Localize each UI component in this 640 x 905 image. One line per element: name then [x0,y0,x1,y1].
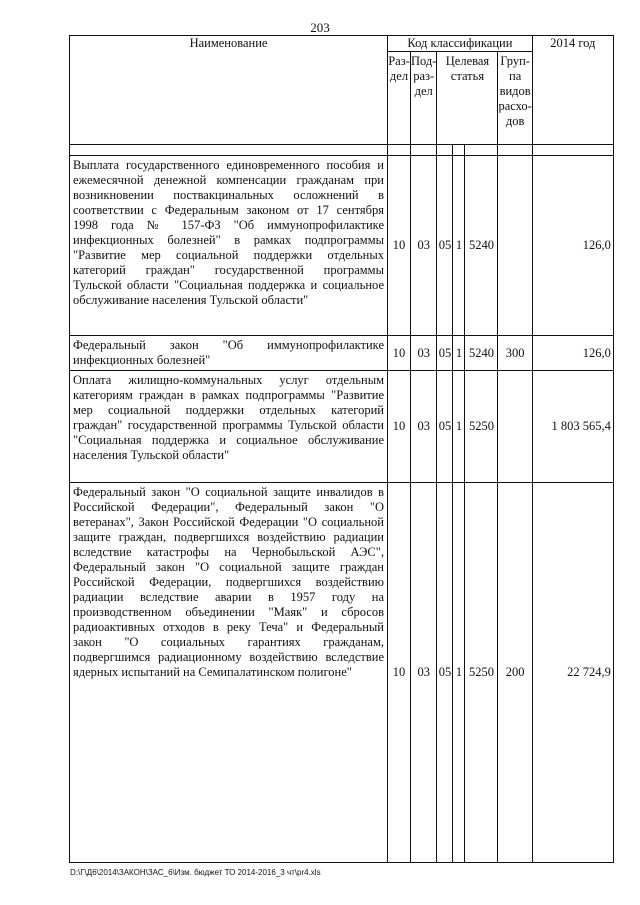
row-name: Выплата государственного единовременного пособия и ежемесячной денежной компенсации гражданам при возникновении поствакцинальных осложнений в соответствии с Федеральным законом от 17 сентября 1998 года № 157-ФЗ "Об иммунопрофилактике инфекционных болезней" в рамках подпрограммы "Развитие мер социальной поддержки отдельных категорий граждан" государственной программы Тульской области "Социальная поддержка и социальное обслуживание населения Тульской области" [70,156,388,336]
row-razdel: 10 [388,156,411,336]
row-name: Федеральный закон "Об иммунопрофилактике инфекционных болезней" [70,336,388,371]
row-cs-subprogram: 1 [453,483,465,863]
row-razdel: 10 [388,371,411,483]
col-header-name: Наименование [70,36,388,145]
table-row [70,156,614,336]
page-number: 203 [310,20,330,35]
row-amount: 126,0 [532,336,613,371]
file-path-footer: D:\Г\Д6\2014\ЗАКОН\ЗАС_6\Изм. бюджет ТО 2014-2016_3 чт\pr4.xls [70,868,321,877]
row-cs-direction: 5240 [465,156,498,336]
row-cs-direction: 5250 [465,371,498,483]
table-row [70,371,614,483]
header-row-1 [70,36,614,52]
row-name: Оплата жилищно-коммунальных услуг отдельным категориям граждан в рамках подпрограммы "Развитие мер социальной поддержки отдельных категорий граждан" государственной программы Тульской области "Социальная поддержка и социальное обслуживание населения Тульской области" [70,371,388,483]
row-cs-direction: 5240 [465,336,498,371]
budget-table [69,35,614,863]
row-cs-subprogram: 1 [453,371,465,483]
row-amount: 1 803 565,4 [532,371,613,483]
row-amount: 22 724,9 [532,483,613,863]
row-vid: 300 [498,336,532,371]
col-header-year: 2014 год [532,36,613,145]
row-podrazdel: 03 [411,336,437,371]
row-razdel: 10 [388,336,411,371]
row-vid [498,156,532,336]
row-razdel: 10 [388,483,411,863]
row-podrazdel: 03 [411,483,437,863]
row-cs-program: 05 [437,483,453,863]
row-name: Федеральный закон "О социальной защите инвалидов в Российской Федерации", Федеральный закон "О ветеранах", Закон Российской Федерации "О социальной защите граждан, подвергшихся воздействию радиации вследствие катастрофы на Чернобыльской АЭС", Федеральный закон "О социальной защите граждан Российской Федерации, подвергшихся воздействию радиации вследствие аварии в 1957 году на производственном объединении "Маяк" и сбросов радиоактивных отходов в реку Теча" и Федеральный закон "О социальных гарантиях гражданам, подвергшимся радиационному воздействию вследствие ядерных испытаний на Семипалатинском полигоне" [70,483,388,863]
col-header-vid: Груп-па видов расхо-дов [498,52,532,145]
row-cs-program: 05 [437,156,453,336]
row-cs-program: 05 [437,336,453,371]
row-podrazdel: 03 [411,371,437,483]
row-vid: 200 [498,483,532,863]
row-cs-subprogram: 1 [453,336,465,371]
row-amount: 126,0 [532,156,613,336]
col-header-target: Целевая статья [437,52,498,145]
col-header-razdel: Раз-дел [388,52,411,145]
col-header-code-group: Код классификации [388,36,533,52]
col-header-podrazdel: Под-раз-дел [411,52,437,145]
row-podrazdel: 03 [411,156,437,336]
row-vid [498,371,532,483]
row-cs-direction: 5250 [465,483,498,863]
row-cs-subprogram: 1 [453,156,465,336]
table-row [70,336,614,371]
spacer-row [70,145,614,156]
table-row [70,483,614,863]
row-cs-program: 05 [437,371,453,483]
